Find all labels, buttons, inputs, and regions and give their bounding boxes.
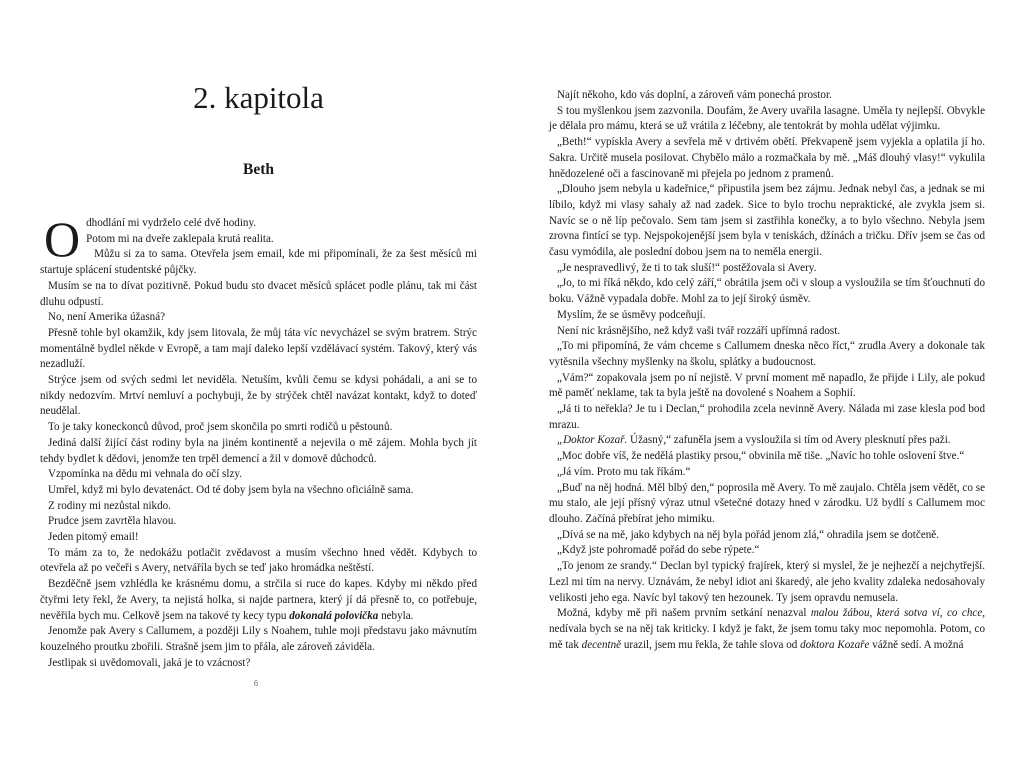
section-title: Beth (243, 161, 274, 178)
paragraph: No, není Amerika úžasná? (48, 311, 166, 324)
paragraph: „To mi připomíná, že vám chceme s Callumem dneska něco říct,“ zrudla Avery a dokonale tak vytěsnila všechny myšlenky na školu, splátky a budoucnost. (549, 340, 985, 368)
text-run: nebyla. (378, 609, 414, 622)
paragraph: „Já vím. Proto mu tak říkám.“ (557, 465, 691, 478)
first-line: dhodlání mi vydrželo celé dvě hodiny. (86, 217, 257, 229)
text-run: Možná, kdyby mě při našem prvním setkání nenazval (557, 607, 811, 620)
paragraph: „Je nespravedlivý, že ti to tak sluší!“ postěžovala si Avery. (557, 261, 817, 274)
paragraph: Jediná další žijící část rodiny byla na jiném kontinentě a nejevila o mě zájem. Mohla bych jít tehdy bydlet k dědovi, jenomže ten trpěl demencí a žil v domově důchodců. (40, 436, 477, 465)
paragraph: Není nic krásnějšího, než když vaši tvář rozzáří upřímná radost. (557, 324, 841, 337)
paragraph: Z rodiny mi nezůstal nikdo. (48, 499, 171, 512)
right-column-text (549, 88, 985, 653)
paragraph: To je taky koneckonců důvod, proč jsem skončila po smrti rodičů u pěstounů. (48, 421, 393, 434)
paragraph: „Dlouho jsem nebyla u kadeřnice,“ připustila jsem bez zájmu. Jednak nebyl čas, a jednak se mi líbilo, když mi vlasy sahaly až nad zadek. Sice to bylo trochu nepraktické, ale zvykla jsem si. Navíc se o ně líp pečovalo. Sem tam jsem si zastřihla konečky, a to bylo všechno. Nebyla jsem zrovna fintící se typ. Nejspokojenější jsem byla v teniskách, džínách a tričku. Dřív jsem se čas od času vymódila, ale poslední dobou jsem na to neměla energii. (549, 183, 985, 259)
paragraph (549, 606, 985, 653)
text-run: Úžasný,“ zafuněla jsem a vysloužila si tím od Avery plesknutí přes paži. (627, 434, 951, 447)
text-run: Bezděčně jsem vzhlédla ke krásnému domu, a strčila si ruce do kapes. Kdyby mi někdo před čtyřmi lety řekl, že Avery, ta nejistá holka, si najde partnera, který jí dá přesně to, co potřebuje, nevěřila bych mu. Celkově jsem na takové ty kecy typu (40, 578, 477, 622)
paragraph: „Když jste pohromadě pořád do sebe rýpete.“ (557, 544, 760, 557)
paragraph: Najít někoho, kdo vás doplní, a zároveň vám ponechá prostor. (557, 89, 832, 101)
paragraph: „Jo, to mi říká někdo, kdo celý září,“ obrátila jsem oči v sloup a vysloužila se tím šťouchnutí do boku. Vážně vypadala dobře. Mohl za to její široký úsměv. (549, 277, 985, 306)
paragraph: Vzpomínka na dědu mi vehnala do očí slzy. (48, 468, 242, 481)
right-page (512, 0, 1024, 768)
paragraph: Můžu si za to sama. Otevřela jsem email, kde mi připomínali, že za šest měsíců mi startuje splácení studentské půjčky. (40, 248, 477, 277)
paragraph: Přesně tohle byl okamžik, kdy jsem litovala, že můj táta víc nevycházel se svým bratrem. Strýc momentálně bydlel někde v Evropě, a tam mají daleko lepší vzdělávací systém. Takový, který vás nezadluží. (40, 326, 477, 371)
paragraph: Jenomže pak Avery s Callumem, a později Lily s Noahem, tuhle moji představu jako mávnutím kouzelného proutku zbořili. Strašně jsem jim to přála, ale zároveň záviděla. (40, 625, 477, 653)
paragraph: „Moc dobře víš, že nedělá plastiky prsou,“ obvinila mě tiše. „Navíc ho tohle oslovení štve.“ (557, 450, 965, 463)
paragraph: Prudce jsem zavrtěla hlavou. (48, 515, 177, 528)
paragraph: Musím se na to dívat pozitivně. Pokud budu sto dvacet měsíců splácet podle plánu, tak mi část dluhu odpustí. (40, 279, 477, 308)
drop-cap: O (44, 211, 81, 267)
emphasis: dokonalá polovička (289, 609, 379, 622)
paragraph: Jestlipak si uvědomovali, jaká je to vzácnost? (48, 656, 251, 669)
emphasis: doktora Kozaře (800, 638, 870, 651)
text-run: urazil, jsem mu řekla, že tahle slova od (621, 638, 801, 651)
left-column-text (40, 211, 477, 671)
paragraph: Umřel, když mi bylo devatenáct. Od té doby jsem byla na všechno oficiálně sama. (48, 483, 414, 496)
paragraph: S tou myšlenkou jsem zazvonila. Doufám, že Avery uvařila lasagne. Uměla ty nejlepší. Obvykle je dělala pro mámu, která se už vrátila z léčebny, ale tentokrát by mohla udělat výjimku. (549, 104, 985, 133)
paragraph: Jeden pitomý email! (48, 531, 139, 544)
text-run: vážně sedí. A možná (869, 638, 964, 651)
paragraph: „Buď na něj hodná. Měl blbý den,“ poprosila mě Avery. To mě zaujalo. Chtěla jsem vědět, co se mu stalo, ale její přísný výraz utnul všetečné dotazy hned v zárodku. Už bydlí s Callumem moc dlouho. Začíná přebírat jeho mimiku. (549, 481, 985, 525)
emphasis: malou žábou, která sotva ví, co chce, (810, 607, 985, 620)
paragraph: Potom mi na dveře zaklepala krutá realita. (86, 232, 274, 245)
paragraph: „Beth!“ vypískla Avery a sevřela mě v drtivém obětí. Překvapeně jsem vyjekla a oplatila jí ho. Sakra. Určitě musela posilovat. Chybělo málo a rozmačkala by mě. „Máš dlouhý vlasy!“ vykulila hnědozelené oči a fascinovaně mi přejela po jednom z pramenů. (549, 136, 985, 180)
paragraph: „Já ti to neřekla? Je tu i Declan,“ prohodila zcela nevinně Avery. Nálada mi zase klesla pod bod mrazu. (549, 403, 985, 431)
text-run: nedívala bych se na něj tak kriticky. I když je fakt, že jsem tomu taky moc nepomohla. Potom, co mě tak (549, 622, 985, 651)
paragraph (40, 577, 477, 624)
paragraph (549, 433, 985, 449)
paragraph: Strýce jsem od svých sedmi let neviděla. Netuším, kvůli čemu se kdysi pohádali, a ani se to nikdy nedozvím. Mrtví nemluví a pochybuji, že by strýček chtěl navázat kontakt, když to doteď neudělal. (40, 374, 477, 418)
page-number: 6 (253, 679, 259, 688)
paragraph: „Vám?“ zopakovala jsem po ní nejistě. V první moment mě napadlo, že přijde i Lily, ale pokud mě paměť neklame, tak ta byla ještě na dovolené s Noahem a Sophií. (549, 371, 985, 400)
chapter-title: 2. kapitola (193, 80, 324, 115)
paragraph: „Dívá se na mě, jako kdybych na něj byla pořád jenom zlá,“ ohradila jsem se dotčeně. (557, 528, 939, 541)
paragraph: „To jenom ze srandy.“ Declan byl typický frajírek, který si myslel, že je nejhezčí a nejchytřejší. Lezl mi tím na nervy. Uznávám, že nebyl idiot ani škaredý, ale jeho kvality zdaleka nedosahovaly velikosti jeho ega. Navíc byl takový ten hezounek. Ty jsem opravdu nemusela. (549, 560, 985, 604)
paragraph: To mám za to, že nedokážu potlačit zvědavost a musím všechno hned vědět. Kdybych to otevřela až po večeři s Avery, netváříla bych se teď jako hromádka neštěstí. (40, 546, 477, 575)
emphasis: „Doktor Kozař. (557, 434, 628, 447)
paragraph: Myslím, že se úsměvy podceňují. (557, 308, 706, 321)
emphasis: decentně (581, 638, 622, 651)
